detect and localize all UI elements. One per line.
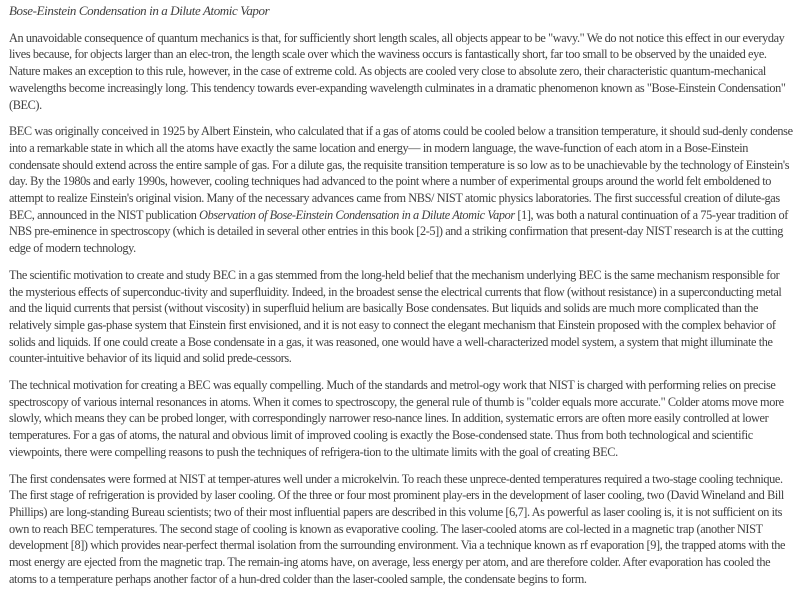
paragraph [9, 30, 795, 114]
paragraph [9, 377, 795, 461]
italic-text-run: Observation of Bose-Einstein Condensation in a Dilute Atomic Vapor [199, 207, 515, 222]
paragraph [9, 471, 795, 588]
text-run: The first condensates were formed at NIST at temper-atures well under a microkelvin. To reach these unprece-dented temperatures required a two-stage cooling technique. The first stage of refrigeration is provided by laser cooling. Of the three or four most prominent play-ers in the development of laser cooling, two (David Wineland and Bill Phillips) are long-standing Bureau scientists; two of their most influential papers are described in this volume [6,7]. As powerful as laser cooling is, it is not sufficient on its own to reach BEC temperatures. The second stage of cooling is known as evaporative cooling. The laser-cooled atoms are col-lected in a magnetic trap (another NIST development [8]) which provides near-perfect thermal isolation from the surrounding environment. Via a technique known as rf evaporation [9], the trapped atoms with the most energy are ejected from the magnetic trap. The remain-ing atoms have, on average, less energy per atom, and are therefore colder. After evaporation has cooled the atoms to a temperature perhaps another factor of a hun-dred colder than the laser-cooled sample, the condensate begins to form. [9, 471, 786, 586]
text-run: [1], was both a natural continuation of a 75-year tradition of NBS pre-eminence in spectroscopy (which is detailed in several other entries in this book [2-5]) and a striking confirmation that present-day NIST research is at the cutting edge of modern technology. [9, 207, 788, 256]
text-run: The technical motivation for creating a BEC was equally compelling. Much of the standards and metrol-ogy work that NIST is charged with performing relies on precise spectroscopy of various internal resonances in atoms. When it comes to spectroscopy, the general rule of thumb is "colder equals more accurate." Colder atoms move more slowly, which means they can be probed longer, with correspondingly narrower reso-nance lines. In addition, systematic errors are often more easily controlled at lower temperatures. For a gas of atoms, the natural and obvious limit of improved cooling is exactly the Bose-condensed state. Thus from both technological and scientific viewpoints, there were compelling reasons to push the techniques of refrigera-tion to the ultimate limits with the goal of creating BEC. [9, 378, 784, 459]
text-run: An unavoidable consequence of quantum mechanics is that, for sufficiently short length scales, all objects appear to be "wavy." We do not notice this effect in our everyday lives because, for objects larger than an elec-tron, the length scale over which the waviness occurs is fantastically short, far too small to be observed by the unaided eye. Nature makes an exception to this rule, however, in the case of extreme cold. As objects are cooled very close to absolute zero, their characteristic quantum-mechanical wavelengths become increasingly long. This tendency towards ever-expanding wavelength culminates in a dramatic phenomenon known as "Bose-Einstein Condensation" (BEC). [9, 30, 786, 112]
paragraph [9, 267, 795, 367]
document-title: Bose-Einstein Condensation in a Dilute Atomic Vapor [9, 3, 270, 18]
text-run: The scientific motivation to create and study BEC in a gas stemmed from the long-held belief that the mechanism underlying BEC is the same mechanism responsible for the mysterious effects of superconduc-tivity and superfluidity. Indeed, in the broadest sense the electrical currents that flow (without resistance) in a superconducting metal and the liquid currents that persist (without viscosity) in superfluid helium are basically Bose condensates. But liquids and solids are much more complicated than the relatively simple gas-phase system that Einstein first envisioned, and it is not easy to connect the elegant mechanism that Einstein proposed with the complex behavior of solids and liquids. If one could create a Bose condensate in a gas, it was reasoned, one would have a well-characterized model system, a system that might illuminate the counter-intuitive behavior of its liquid and solid prede-cessors. [9, 267, 782, 366]
text-run: BEC was originally conceived in 1925 by Albert Einstein, who calculated that if a gas of atoms could be cooled below a transition temperature, it should sud-denly condense into a remarkable state in which all the atoms have exactly the same location and energy— in modern language, the wave-function of each atom in a Bose-Einstein condensate should extend across the entire sample of gas. For a dilute gas, the requisite transition temperature is so low as to be unachievable by the technology of Einstein's day. By the 1980s and early 1990s, however, cooling techniques had advanced to the point where a number of experimental groups around the world felt emboldened to attempt to realize Einstein's original vision. Many of the necessary advances came from NBS/ NIST atomic physics laboratories. The first successful creation of dilute-gas BEC, announced in the NIST publication [9, 124, 793, 222]
paragraph [9, 123, 795, 257]
paragraph-container [9, 30, 795, 588]
